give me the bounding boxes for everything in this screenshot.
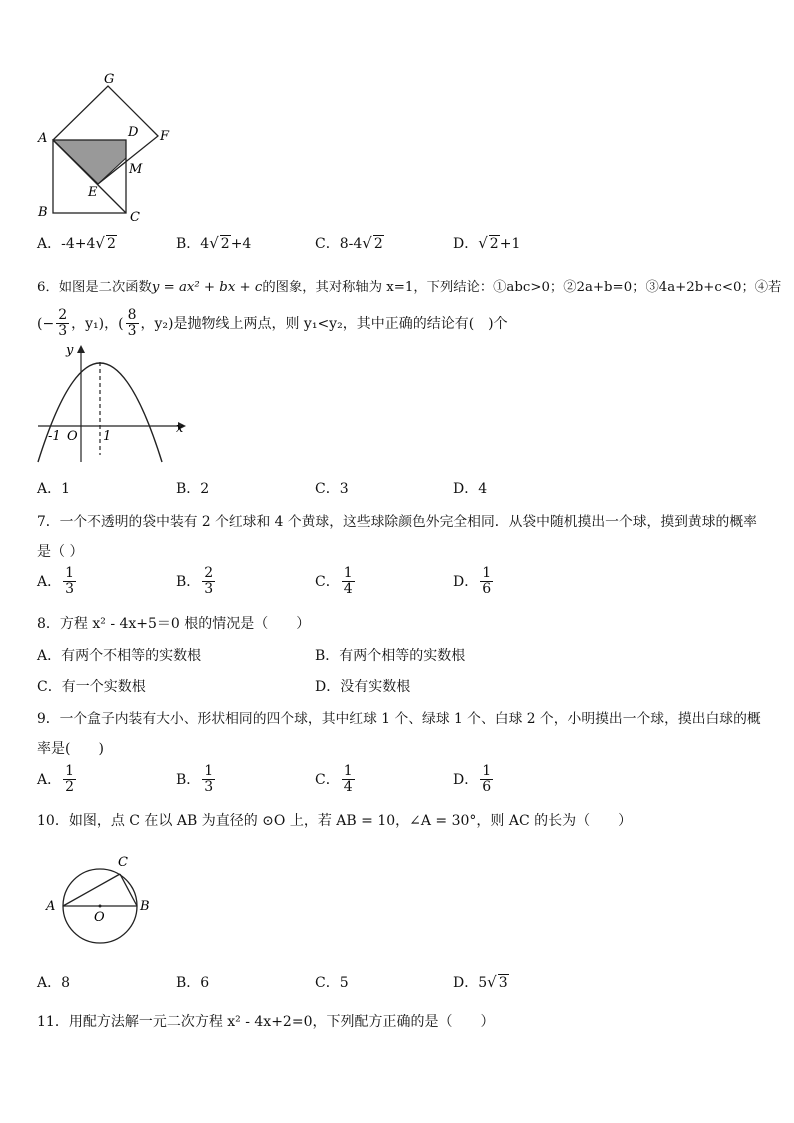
- label-y: y: [66, 343, 74, 358]
- q9-option-a[interactable]: A． $\frac{1}{2}$: [37, 763, 75, 796]
- q9-option-d[interactable]: D． $\frac{1}{6}$: [453, 763, 492, 796]
- q5-option-c[interactable]: C．8-4√ 2: [315, 234, 383, 252]
- q9-stem-line2: 率是( ): [37, 741, 104, 757]
- label-one: 1: [103, 429, 112, 444]
- q6-option-d[interactable]: D．4: [453, 481, 488, 497]
- fraction: $\frac{1}{3}$: [65, 565, 75, 598]
- chord-cb: [120, 874, 137, 906]
- q8-option-d[interactable]: D．没有实数根: [315, 679, 411, 695]
- label-a: A: [38, 131, 48, 146]
- label-neg1: -1: [48, 429, 61, 444]
- label-e: E: [88, 185, 98, 200]
- q10-option-d[interactable]: D．5√ 3: [453, 973, 508, 991]
- q5-option-b[interactable]: B．4√ 2+4: [176, 234, 252, 252]
- q9-option-b[interactable]: B． $\frac{1}{3}$: [176, 763, 214, 796]
- label-b: B: [140, 899, 150, 914]
- q11-stem: 11．用配方法解一元二次方程 x² - 4x+2=0，下列配方正确的是（ ）: [37, 1014, 495, 1030]
- label-b: B: [38, 205, 48, 220]
- q5-option-d[interactable]: D．√ 2+1: [453, 234, 521, 252]
- q6-stem-line2: (− $\frac{2}{3}$ ，y₁)，( $\frac{8}{3}$ ，y₂)是抛物线上两点，则 y₁<y₂，其中正确的结论有( )个: [37, 307, 508, 340]
- q8-option-a[interactable]: A．有两个不相等的实数根: [37, 648, 202, 664]
- q8-option-c[interactable]: C．有一个实数根: [37, 679, 146, 695]
- label-f: F: [160, 129, 170, 144]
- fraction: $\frac{2}{3}$: [58, 307, 68, 340]
- chord-ac: [63, 874, 120, 906]
- label-g: G: [104, 72, 115, 87]
- label-x: x: [176, 421, 184, 436]
- q7-option-a[interactable]: A． $\frac{1}{3}$: [37, 565, 75, 598]
- label-a: A: [46, 899, 56, 914]
- q10-option-b[interactable]: B．6: [176, 975, 210, 991]
- q8-option-b[interactable]: B．有两个相等的实数根: [315, 648, 466, 664]
- q6-option-a[interactable]: A．1: [37, 481, 71, 497]
- q7-option-c[interactable]: C． $\frac{1}{4}$: [315, 565, 353, 598]
- center-dot: [99, 905, 102, 908]
- q6-option-c[interactable]: C．3: [315, 481, 349, 497]
- q6-stem-line1: 6．如图是二次函数y = ax² + bx + c的图象，其对称轴为 x=1，下列结论：①abc>0；②2a+b=0；③4a+2b+c<0；④若: [37, 280, 782, 295]
- y-axis-arrow: [77, 345, 85, 353]
- q9-option-c[interactable]: C． $\frac{1}{4}$: [315, 763, 353, 796]
- fraction: $\frac{1}{4}$: [343, 565, 353, 598]
- q7-option-b[interactable]: B． $\frac{2}{3}$: [176, 565, 214, 598]
- fraction: $\frac{2}{3}$: [204, 565, 214, 598]
- fraction: $\frac{1}{6}$: [482, 565, 492, 598]
- label-c: C: [118, 855, 128, 870]
- q6-option-b[interactable]: B．2: [176, 481, 210, 497]
- label-c: C: [130, 210, 140, 225]
- fraction: $\frac{1}{3}$: [204, 763, 214, 796]
- fraction: $\frac{1}{4}$: [343, 763, 353, 796]
- q10-circle-figure: [40, 850, 170, 950]
- q10-stem: 10．如图，点 C 在以 AB 为直径的 ⊙O 上，若 AB = 10，∠A = 30°，则 AC 的长为（ ）: [37, 813, 633, 829]
- q7-stem-line1: 7．一个不透明的袋中装有 2 个红球和 4 个黄球，这些球除颜色外完全相同．从袋中随机摸出一个球，摸到黄球的概率: [37, 514, 757, 530]
- label-origin: O: [67, 429, 78, 444]
- q8-stem: 8．方程 x² - 4x+5＝0 根的情况是（ ）: [37, 616, 311, 632]
- q5-square-figure: [30, 70, 190, 230]
- label-o: O: [94, 910, 105, 925]
- q7-option-d[interactable]: D． $\frac{1}{6}$: [453, 565, 492, 598]
- fraction: $\frac{1}{6}$: [482, 763, 492, 796]
- fraction: $\frac{8}{3}$: [127, 307, 137, 340]
- label-m: M: [129, 162, 143, 177]
- q9-stem-line1: 9．一个盒子内装有大小、形状相同的四个球，其中红球 1 个、绿球 1 个、白球 2 个，小明摸出一个球，摸出白球的概: [37, 711, 761, 727]
- fraction: $\frac{1}{2}$: [65, 763, 75, 796]
- q5-option-a[interactable]: A．-4+4√ 2: [37, 234, 116, 252]
- q10-option-c[interactable]: C．5: [315, 975, 349, 991]
- label-d: D: [128, 125, 139, 140]
- q10-option-a[interactable]: A．8: [37, 975, 71, 991]
- q6-parabola-graph: [30, 340, 195, 470]
- q7-stem-line2: 是（ ）: [37, 544, 84, 560]
